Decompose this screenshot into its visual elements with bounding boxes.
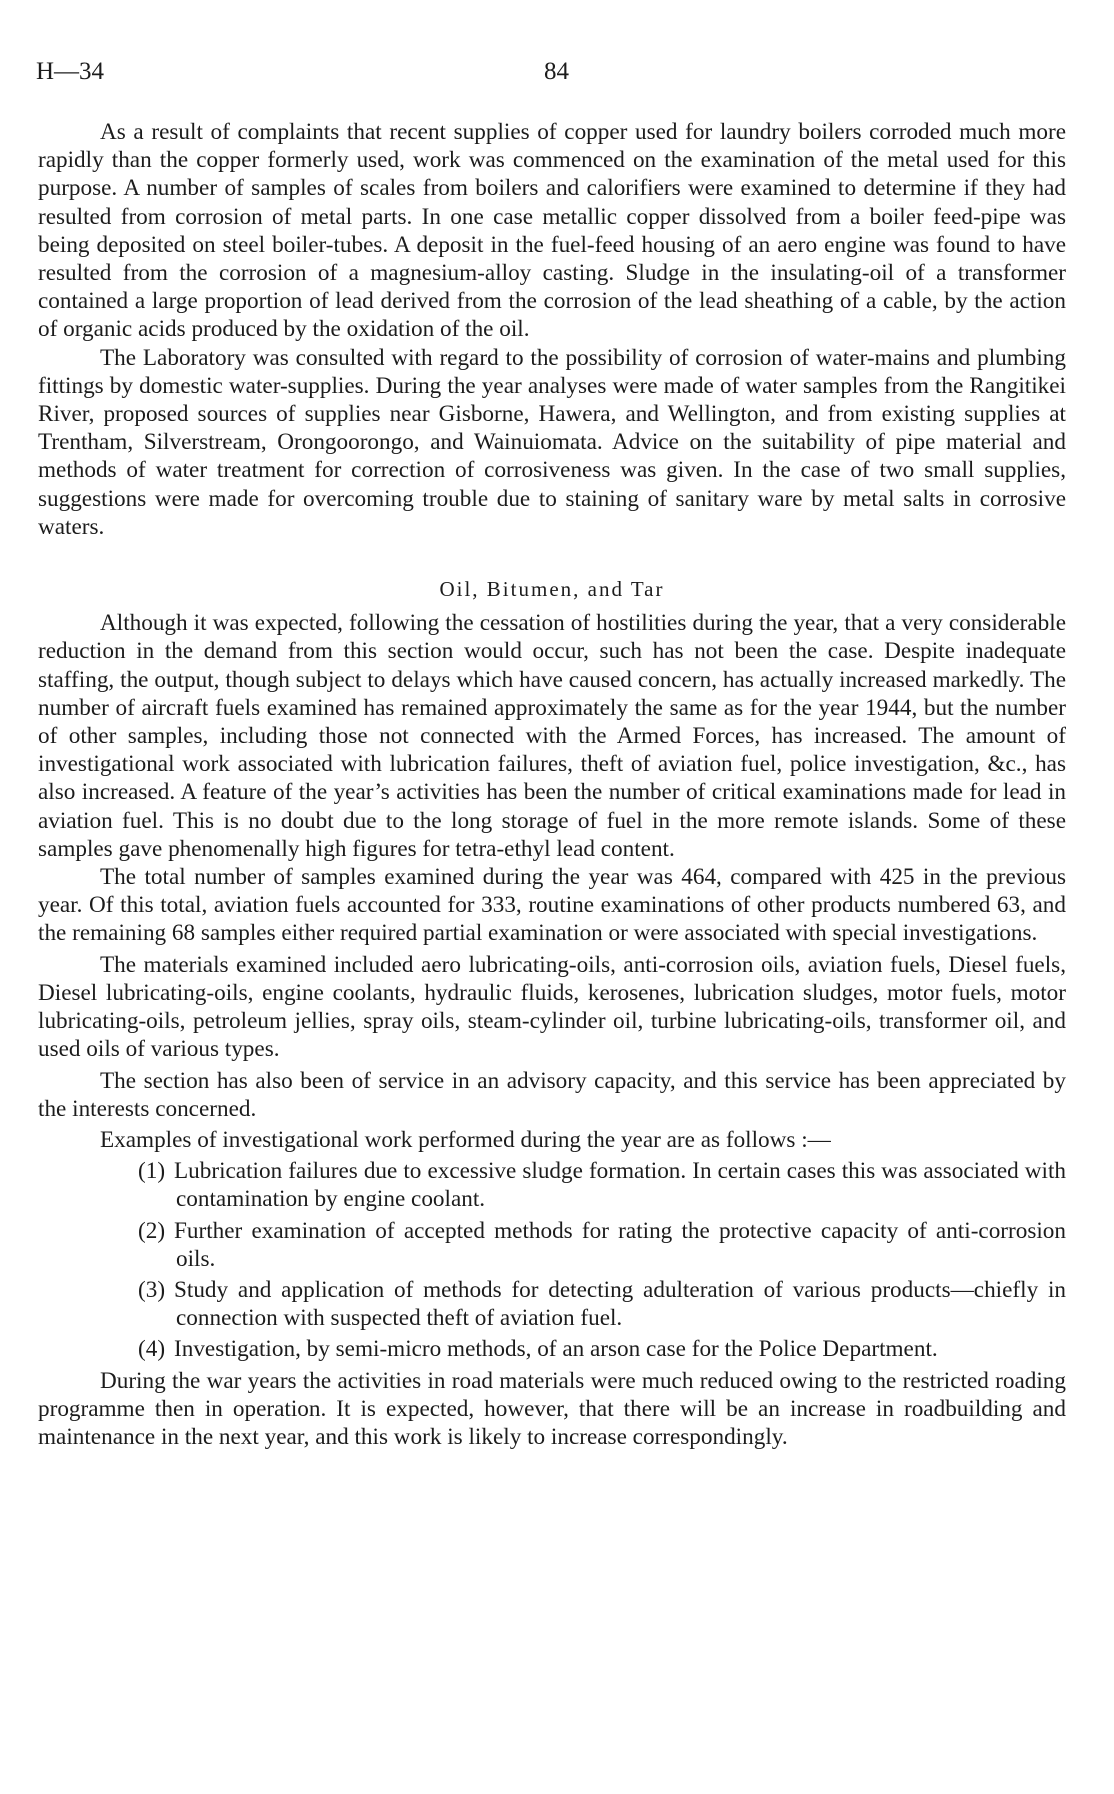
list-item-number: (1)	[138, 1158, 166, 1185]
page-number: 84	[544, 58, 569, 85]
list-item-number: (4)	[138, 1336, 166, 1363]
paragraph-copper-corrosion: As a result of complaints that recent supplies of copper used for laundry boilers corroded much more rapidly than the copper formerly used, work was commenced on the examination of the metal used for this purpose. A number of samples of scales from boilers and calorifiers were examined to determine if they had resulted from corrosion of metal parts. In one case metallic copper dissolved from a boiler feed-pipe was being deposited on steel boiler-tubes. A deposit in the fuel-feed housing of an aero engine was found to have resulted from the corrosion of a magnesium-alloy casting. Sludge in the insulating-oil of a transformer contained a large proportion of lead derived from the corrosion of the lead sheathing of a cable, by the action of organic acids produced by the oxidation of the oil.	[38, 119, 1066, 343]
document-body	[38, 118, 1066, 1451]
section-heading: Oil, Bitumen, and Tar	[439, 577, 665, 602]
paragraph-examples-intro: Examples of investigational work performed during the year are as follows :—	[100, 1126, 831, 1153]
list-item	[38, 1276, 1066, 1332]
list-item-number: (3)	[138, 1276, 166, 1303]
list-item-text: Study and application of methods for detecting adulteration of various products—chiefly in connection with suspected theft of aviation fuel.	[174, 1276, 1066, 1332]
list-item	[38, 1157, 1066, 1213]
list-item-text: Lubrication failures due to excessive sludge formation. In certain cases this was associated with contamination by engine coolant.	[174, 1158, 1066, 1213]
paragraph-sample-totals: The total number of samples examined during the year was 464, compared with 425 in the previous year. Of this total, aviation fuels accounted for 333, routine examinations of other products numbered 63, and the remaining 68 samples either required partial examination or were associated with special investigations.	[38, 864, 1066, 947]
list-item	[38, 1335, 1066, 1363]
paragraph-road-materials: During the war years the activities in road materials were much reduced owing to the restricted roading programme then in operation. It is expected, however, that there will be an increase in roadbuilding and maintenance in the next year, and this work is likely to increase correspondingly.	[38, 1367, 1066, 1450]
list-item-number: (2)	[138, 1217, 166, 1244]
list-item-text: Investigation, by semi-micro methods, of an arson case for the Police Department.	[174, 1336, 938, 1363]
list-item-text: Further examination of accepted methods for rating the protective capacity of anti-corrosion oils.	[174, 1217, 1066, 1272]
list-item	[38, 1217, 1066, 1273]
paragraph-water-supplies: The Laboratory was consulted with regard to the possibility of corrosion of water-mains and plumbing fittings by domestic water-supplies. During the year analyses were made of water samples from the Rangitikei River, proposed sources of supplies near Gisborne, Hawera, and Wellington, and from existing supplies at Trentham, Silverstream, Orongoorongo, and Wainuiomata. Advice on the suitability of pipe material and methods of water treatment for correction of corrosiveness was given. In the case of two small supplies, suggestions were made for overcoming trouble due to staining of sanitary ware by metal salts in corrosive waters.	[38, 344, 1066, 540]
paragraph-oil-section-intro: Although it was expected, following the cessation of hostilities during the year, that a very considerable reduction in the demand from this section would occur, such has not been the case. Despite inadequate staffing, the output, though subject to delays which have caused concern, has actually increased markedly. The number of aircraft fuels examined has remained approximately the same as for the year 1944, but the number of other samples, including those not connected with the Armed Forces, has increased. The amount of investigational work associated with lubrication failures, theft of aviation fuel, police investigation, &c., has also increased. A feature of the year’s activities has been the number of critical examinations made for lead in aviation fuel. This is no doubt due to the long storage of fuel in the more remote islands. Some of these samples gave phenomenally high figures for tetra-ethyl lead content.	[38, 610, 1066, 862]
document-reference: H—34	[36, 58, 105, 85]
paragraph-advisory-service: The section has also been of service in an advisory capacity, and this service has been appreciated by the interests concerned.	[38, 1067, 1066, 1122]
page-header	[36, 58, 1078, 92]
paragraph-materials-examined: The materials examined included aero lubricating-oils, anti-corrosion oils, aviation fuels, Diesel fuels, Diesel lubricating-oils, engine coolants, hydraulic fluids, kerosenes, lubrication sludges, motor fuels, motor lubricating-oils, petroleum jellies, spray oils, steam-cylinder oil, turbine lubricating-oils, transformer oil, and used oils of various types.	[38, 951, 1066, 1063]
